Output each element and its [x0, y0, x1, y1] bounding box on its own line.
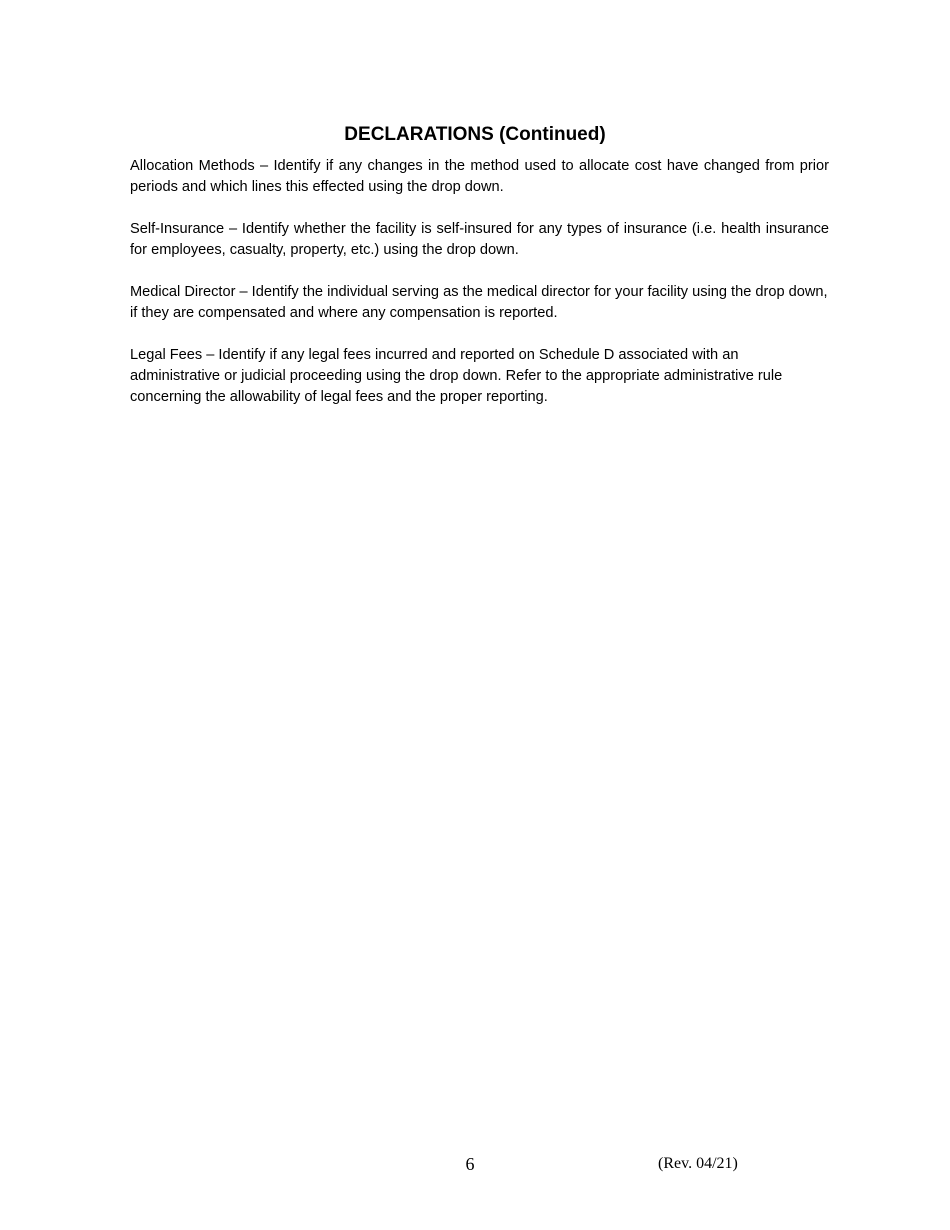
paragraph-legal-fees: Legal Fees – Identify if any legal fees incurred and reported on Schedule D associated with an administrative or judicial proceeding using the drop down. Refer to the appropriate administrative rule concerning the allowability of legal fees and the proper reporting.	[130, 347, 783, 405]
paragraph-self-insurance: Self-Insurance – Identify whether the facility is self-insured for any types of insurance (i.e. health insurance for employees, casualty, property, etc.) using the drop down.	[130, 221, 829, 258]
page-number: 6	[465, 1154, 475, 1174]
paragraph-allocation-methods: Allocation Methods – Identify if any changes in the method used to allocate cost have changed from prior periods and which lines this effected using the drop down.	[130, 158, 829, 195]
revision-label: (Rev. 04/21)	[658, 1155, 738, 1172]
paragraph-medical-director: Medical Director – Identify the individual serving as the medical director for your facility using the drop down, if they are compensated and where any compensation is reported.	[130, 284, 828, 321]
page-title: DECLARATIONS (Continued)	[344, 123, 606, 145]
document-body	[130, 156, 829, 429]
